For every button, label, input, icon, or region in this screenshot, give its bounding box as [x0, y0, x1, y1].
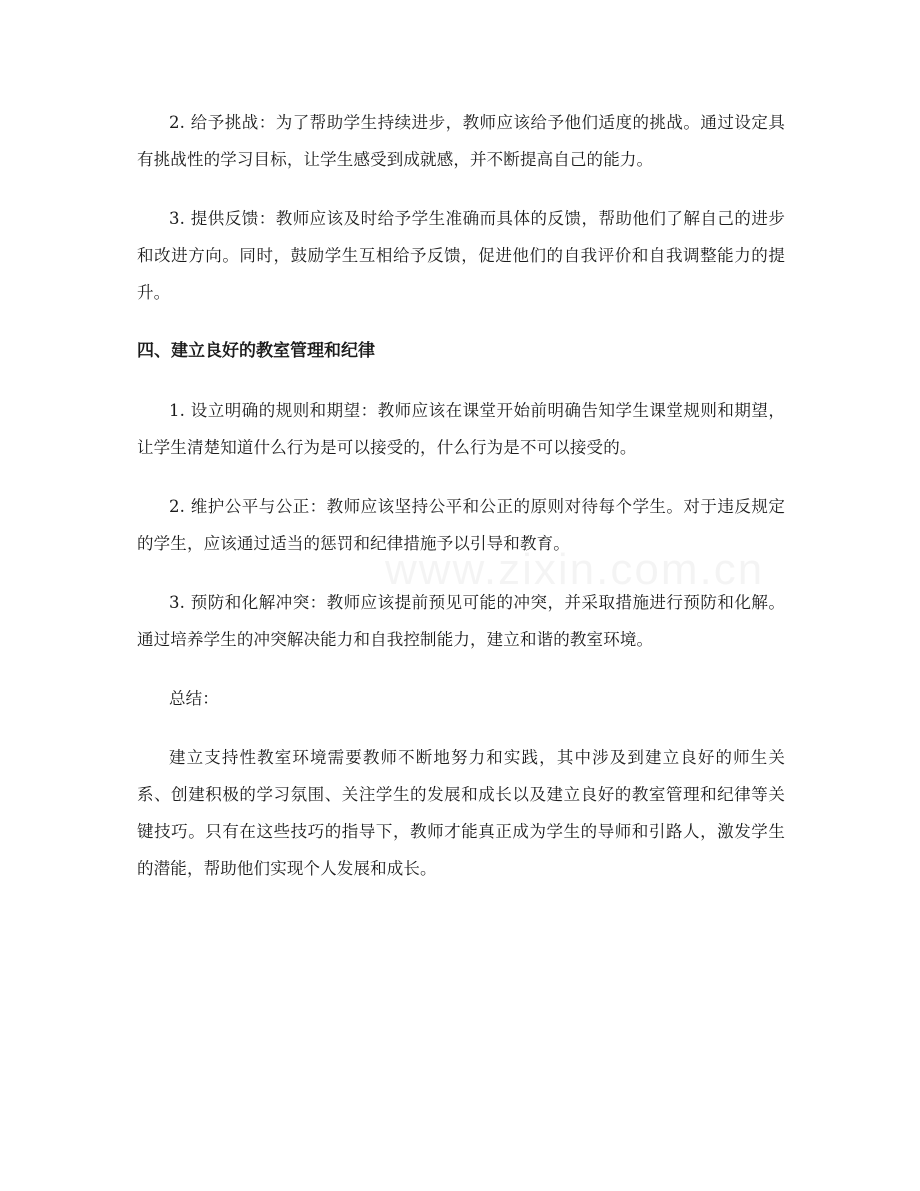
spacer — [137, 370, 785, 392]
section-heading-classroom-management: 四、建立良好的教室管理和纪律 — [137, 341, 375, 361]
spacer — [137, 717, 785, 739]
spacer — [137, 562, 785, 584]
spacer — [137, 311, 785, 333]
paragraph-conflict-prevention: 3. 预防和化解冲突：教师应该提前预见可能的冲突，并采取措施进行预防和化解。通过培养学生的冲突解决能力和自我控制能力，建立和谐的教室环境。 — [137, 593, 785, 649]
paragraph-summary: 建立支持性教室环境需要教师不断地努力和实践，其中涉及到建立良好的师生关系、创建积极的学习氛围、关注学生的发展和成长以及建立良好的教室管理和纪律等关键技巧。只有在这些技巧的指导下，教师才能真正成为学生的导师和引路人，激发学生的潜能，帮助他们实现个人发展和成长。 — [137, 748, 785, 878]
paragraph-fairness: 2. 维护公平与公正：教师应该坚持公平和公正的原则对待每个学生。对于违反规定的学生，应该通过适当的惩罚和纪律措施予以引导和教育。 — [137, 497, 785, 553]
summary-label: 总结： — [169, 689, 219, 708]
paragraph-set-rules: 1. 设立明确的规则和期望：教师应该在课堂开始前明确告知学生课堂规则和期望，让学生清楚知道什么行为是可以接受的，什么行为是不可以接受的。 — [137, 401, 785, 457]
paragraph-provide-feedback: 3. 提供反馈：教师应该及时给予学生准确而具体的反馈，帮助他们了解自己的进步和改进方向。同时，鼓励学生互相给予反馈，促进他们的自我评价和自我调整能力的提升。 — [137, 209, 785, 302]
paragraph-give-challenge: 2. 给予挑战：为了帮助学生持续进步，教师应该给予他们适度的挑战。通过设定具有挑战性的学习目标，让学生感受到成就感，并不断提高自己的能力。 — [137, 113, 785, 169]
document-page — [137, 104, 785, 887]
spacer — [137, 658, 785, 680]
spacer — [137, 178, 785, 200]
spacer — [137, 466, 785, 488]
